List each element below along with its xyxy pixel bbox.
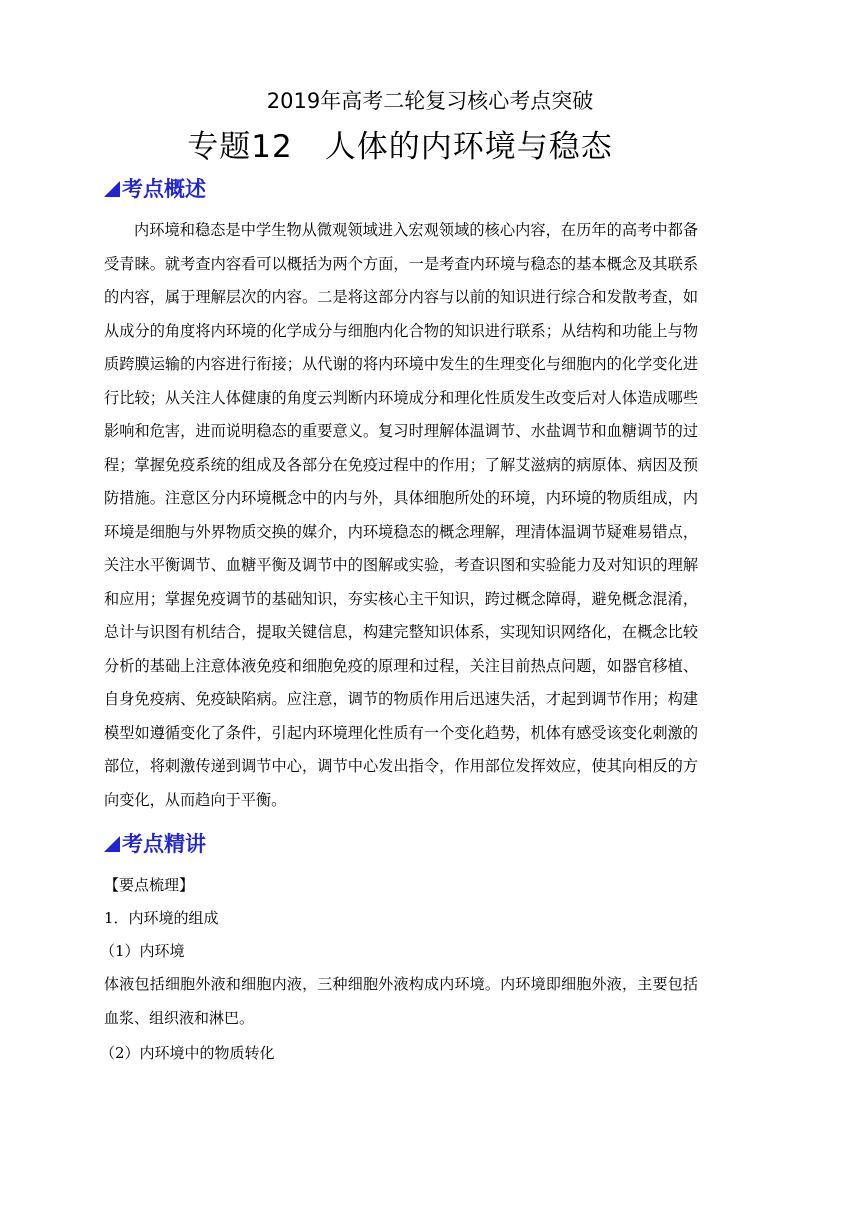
overview-paragraph: 内环境和稳态是中学生物从微观领域进入宏观领域的核心内容，在历年的高考中都备受青睐。就考查内容看可以概括为两个方面，一是考查内环境与稳态的基本概念及其联系的内容，属于理解层次的内容。二是将这部分内容与以前的知识进行综合和发散考查，如从成分的角度将内环境的化学成分与细胞内化合物的知识进行联系；从结构和功能上与物质跨膜运输的内容进行衔接；从代谢的将内环境中发生的生理变化与细胞内的化学变化进行比较；从关注人体健康的角度云判断内环境成分和理化性质发生改变后对人体造成哪些影响和危害，进而说明稳态的重要意义。复习时理解体温调节、水盐调节和血糖调节的过程；掌握免疫系统的组成及各部分在免疫过程中的作用；了解艾滋病的病原体、病因及预防措施。注意区分内环境概念中的内与外，具体细胞所处的环境，内环境的物质组成，内环境是细胞与外界物质交换的媒介，内环境稳态的概念理解，理清体温调节疑难易错点，关注水平衡调节、血糖平衡及调节中的图解或实验，考查识图和实验能力及对知识的理解和应用；掌握免疫调节的基础知识，夯实核心主干知识，跨过概念障碍，避免概念混淆，总计与识图有机结合，提取关键信息，构建完整知识体系，实现知识网络化，在概念比较分析的基础上注意体液免疫和细胞免疫的原理和过程，关注目前热点问题，如器官移植、自身免疫病、免疫缺陷病。应注意，调节的物质作用后迅速失活，才起到调节作用；构建模型如遵循变化了条件，引起内环境理化性质有一个变化趋势，机体有感受该变化刺激的部位，将刺激传递到调节中心，调节中心发出指令，作用部位发挥效应，使其向相反的方向变化，从而趋向于平衡。 [104, 221, 698, 809]
section-heading-lecture-label: 考点精讲 [122, 832, 206, 856]
triangle-marker-icon [104, 836, 120, 852]
item-1-heading: 1．内环境的组成 [104, 909, 219, 927]
document-subtitle: 2019年高考二轮复习核心考点突破 [266, 89, 594, 113]
document-title: 专题12 人体的内环境与稳态 [187, 129, 613, 165]
summary-label: 【要点梳理】 [104, 876, 195, 894]
triangle-marker-icon [104, 181, 120, 197]
section-heading-lecture [104, 829, 206, 859]
sub-item-1-body: 体液包括细胞外液和细胞内液，三种细胞外液构成内环境。内环境即细胞外液，主要包括血浆、组织液和淋巴。 [104, 975, 698, 1027]
section-heading-overview-label: 考点概述 [122, 177, 206, 201]
sub-item-2-heading: （2）内环境中的物质转化 [100, 1044, 275, 1062]
sub-item-1-heading: （1）内环境 [100, 942, 185, 960]
section-heading-overview [104, 174, 206, 204]
